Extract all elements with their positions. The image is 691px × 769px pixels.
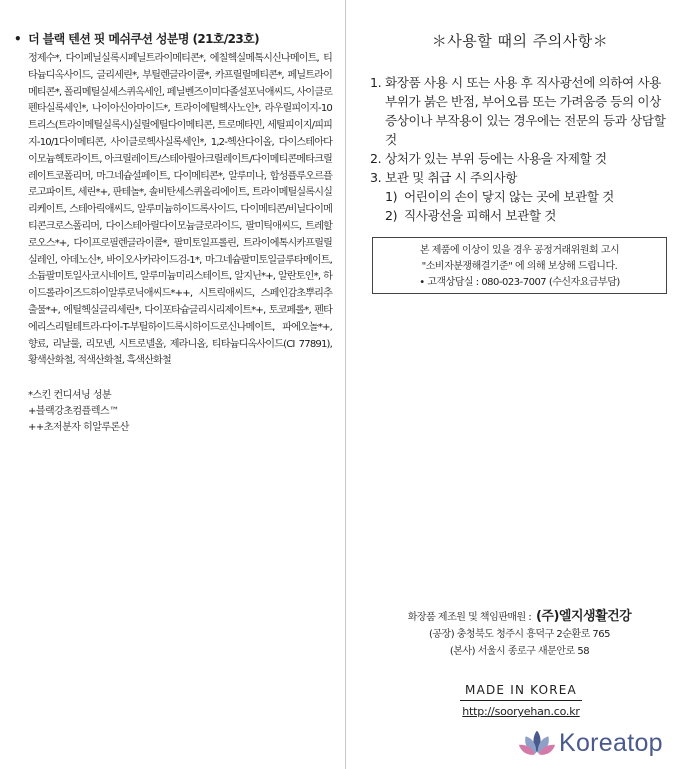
caution-subitem — [370, 187, 670, 206]
ingredients-title: 더 블랙 텐션 핏 메쉬쿠션 성분명 (21호/23호) — [28, 32, 259, 46]
caution-item — [370, 73, 670, 149]
compensation-line-2: "소비자분쟁해결기준" 에 의해 보상해 드립니다. — [421, 261, 618, 272]
panel-divider — [345, 0, 346, 769]
bullet-icon: • — [14, 32, 22, 46]
made-in-korea: MADE IN KOREA — [465, 683, 577, 697]
origin-block — [460, 683, 582, 718]
note-skin-conditioning: *스킨 컨디셔닝 성분 — [28, 390, 112, 402]
customer-service-line: • 고객상담실 : 080-023-7007 (수신자요금부담) — [419, 277, 620, 288]
caution-item — [370, 149, 670, 168]
caution-list — [370, 73, 670, 225]
caution-text: 화장품 사용 시 또는 사용 후 직사광선에 의하여 사용부위가 붉은 반점, 부어오름 또는 가려움증 등의 이상 증상이나 부작용이 있는 경우에는 전문의 등과 상담할 것 — [385, 75, 666, 147]
subitem-number: 2) — [385, 208, 398, 223]
company-name: (주)엘지생활건강 — [535, 609, 632, 624]
caution-panel — [370, 30, 670, 225]
factory-address: (공장) 충청북도 청주시 흥덕구 2순환로 765 — [428, 629, 611, 640]
website-link[interactable]: http://sooryehan.co.kr — [462, 705, 580, 718]
ingredient-notes — [14, 388, 332, 436]
caution-title: ＊사용할 때의 주의사항＊ — [431, 32, 609, 50]
caution-text: 보관 및 취급 시 주의사항 — [385, 170, 518, 185]
watermark-logo — [518, 726, 663, 760]
origin-rule — [460, 700, 582, 701]
caution-item — [370, 168, 670, 187]
note-black-complex: +블랙강초컴플렉스™ — [28, 406, 119, 418]
watermark-text: Koreatop — [559, 728, 663, 757]
ingredients-list: 정제수*, 다이페닐실록시페닐트라이메티콘*, 에칠헥실메톡시신나메이트, 티타늄디옥사이드, 글리세린*, 부틸렌글라이콜*, 카프릴릴메티콘*, 페닐트라이메티콘*, 폴리메틸실세스퀴옥세인, 페닐벤즈이미다졸설포닉애씨드, 사이클로펜타실록세인*, 나이아신아마이드*, 트라이에틸헥사노인*, 라우릴피이지-10트리스(트라이메틸실록시)실릴에틸다이메티콘, 트로메타민, 세틸피이지/피피지-10/1다이메티콘, 사이클로헥사실록세인*, 1,2-헥산다이올, 다이스테아다이모늄헥토라이트, 아크릴레이트/스테아릴아크릴레이트/다이메티콘메타크릴레이트코폴리머, 마그네슘설페이트, 다이메티콘*, 알루미나, 합성플루오르플로고파이트, 세린*+, 판테놀*, 솔비탄세스퀴올리에이트, 트라이메틸실록시실리케이트, 스테아릭애씨드, 알루미늄하이드록사이드, 다이메티콘/비닐다이메티콘크로스폴리머, 다이스테아릴다이모늄클로라이드, 팔미틱애씨드, 트레할로오스*+, 다이프로필렌글라이콜*, 팔미토일프롤린, 트라이에톡시카프릴릴실레인, 아데노신*, 바이오사카라이드검-1*, 마그네슘팔미토일글루타메이트, 소듐팔미토일사코시네이트, 알루미늄미리스테이트, 알지닌*+, 알란토인*, 하이드롤라이즈드하이알루로닉애씨드*++, 시트릭애씨드, 스페인감초뿌리추출물*+, 에틸헥실글리세린*, 다이포타슘글리시리제이트*+, 토코페롤*, 펜타에리스리틸테트라-다이-T-부틸하이드록시하이드로신나메이트, 파에오놀*+, 향료, 리날룰, 리모넨, 시트로넬올, 제라니올, 티타늄디옥사이드(CI 77891), 황색산화철, 적색산화철, 흑색산화철 — [28, 53, 332, 367]
subitem-number: 1) — [385, 189, 398, 204]
note-hyaluronic: ++초저분자 히알루론산 — [28, 422, 129, 434]
caution-number: 2. — [370, 151, 382, 166]
compensation-notice — [372, 237, 667, 294]
ingredients-heading — [14, 30, 332, 47]
caution-number: 3. — [370, 170, 382, 185]
hq-address: (본사) 서울시 종로구 새문안로 58 — [449, 646, 590, 657]
ingredients-panel — [14, 30, 332, 436]
subitem-text: 직사광선을 피해서 보관할 것 — [404, 208, 556, 223]
caution-number: 1. — [370, 75, 382, 90]
manufacturer-label: 화장품 제조원 및 책임판매원 : — [407, 612, 532, 623]
manufacturer-line — [372, 608, 667, 626]
caution-text: 상처가 있는 부위 등에는 사용을 자제할 것 — [385, 151, 607, 166]
compensation-line-1: 본 제품에 이상이 있을 경우 공정거래위원회 고시 — [419, 245, 620, 256]
caution-subitem — [370, 206, 670, 225]
subitem-text: 어린이의 손이 닿지 않는 곳에 보관할 것 — [404, 189, 614, 204]
lotus-icon — [518, 726, 556, 760]
manufacturer-info — [372, 608, 667, 660]
